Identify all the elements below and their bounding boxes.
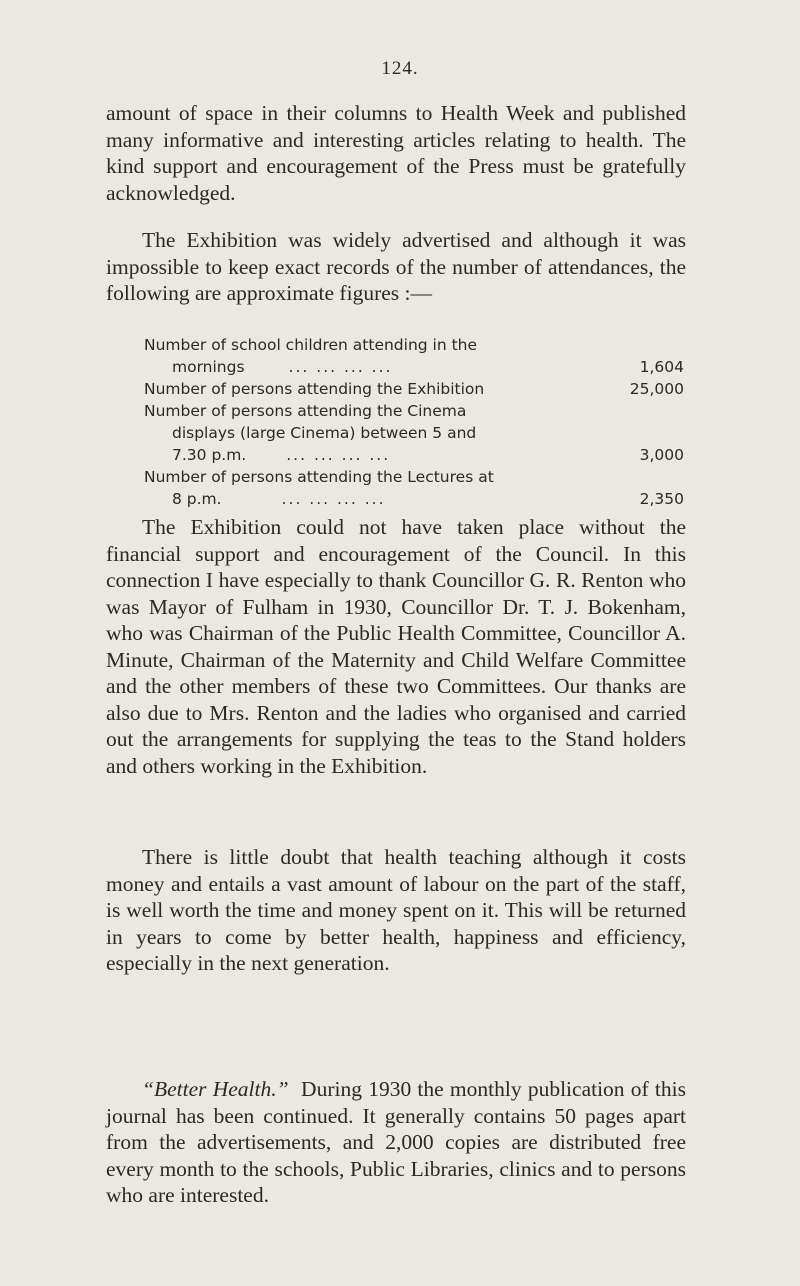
stat-label: Number of persons attending the Exhibition <box>144 380 485 398</box>
paragraph-health-teaching-text: There is little doubt that health teaching although it costs money and entails a vast amount of labour on the part of the staff, is well worth the time and money spent on it. This will be returned in years to come by better health, happiness and efficiency, especially in the next generation. <box>106 845 686 975</box>
paragraph-health-teaching <box>106 844 686 977</box>
stat-row-exhibition-attendance <box>144 378 684 400</box>
stat-label-cont: mornings <box>172 358 245 376</box>
stat-value: 1,604 <box>639 358 684 376</box>
stat-label: Number of persons attending the Cinema <box>144 402 467 420</box>
leader-dots: ... ... ... ... <box>288 358 393 376</box>
stat-value: 3,000 <box>639 446 684 464</box>
leader-dots: ... ... ... ... <box>281 490 386 508</box>
stat-label: Number of school children attending in the <box>144 336 478 354</box>
stat-value: 2,350 <box>639 490 684 508</box>
stat-label-cont: 8 p.m. <box>172 490 222 508</box>
attendance-figures-table <box>144 334 684 510</box>
paragraph-better-health <box>106 1076 686 1209</box>
paragraph-council-thanks-text: The Exhibition could not have taken place without the financial support and encouragement of the Council. In this connection I have especially to thank Councillor G. R. Renton who was Mayor of Fulham in 1930, Councillor Dr. T. J. Bokenham, who was Chairman of the Public Health Committee, Councillor A. Minute, Chairman of the Maternity and Child Welfare Committee and the other members of these two Committees. Our thanks are also due to Mrs. Renton and the ladies who organised and carried out the arrangements for supplying the teas to the Stand holders and others working in the Exhibition. <box>106 515 686 778</box>
paragraph-exhibition-advertised <box>106 227 686 307</box>
paragraph-council-thanks <box>106 514 686 779</box>
paragraph-better-health-text: During 1930 the monthly publication of this journal has been continued. It generally contains 50 pages apart from the advertisements, and 2,000 copies are distributed free every month to the schools, Public Libraries, clinics and to persons who are interested. <box>106 1077 686 1207</box>
stat-value: 25,000 <box>629 380 684 398</box>
leader-dots: ... ... ... ... <box>286 446 391 464</box>
stat-row-school-children <box>144 334 684 378</box>
page-number: 124. <box>381 58 419 79</box>
stat-row-cinema-displays <box>144 400 684 466</box>
stat-label-cont: displays (large Cinema) between 5 and <box>172 424 477 442</box>
paragraph-press-support: amount of space in their columns to Health Week and published many informative and interesting articles relating to health. The kind support and encouragement of the Press must be gratefully acknowledged. <box>106 101 686 205</box>
stat-row-lectures <box>144 466 684 510</box>
stat-label-cont: 7.30 p.m. <box>172 446 247 464</box>
stat-label: Number of persons attending the Lectures at <box>144 468 494 486</box>
paragraph-exhibition-advertised-text: The Exhibition was widely advertised and although it was impossible to keep exact records of the number of attendances, the following are approximate figures :— <box>106 228 686 305</box>
journal-title: “Better Health.” <box>142 1077 289 1101</box>
